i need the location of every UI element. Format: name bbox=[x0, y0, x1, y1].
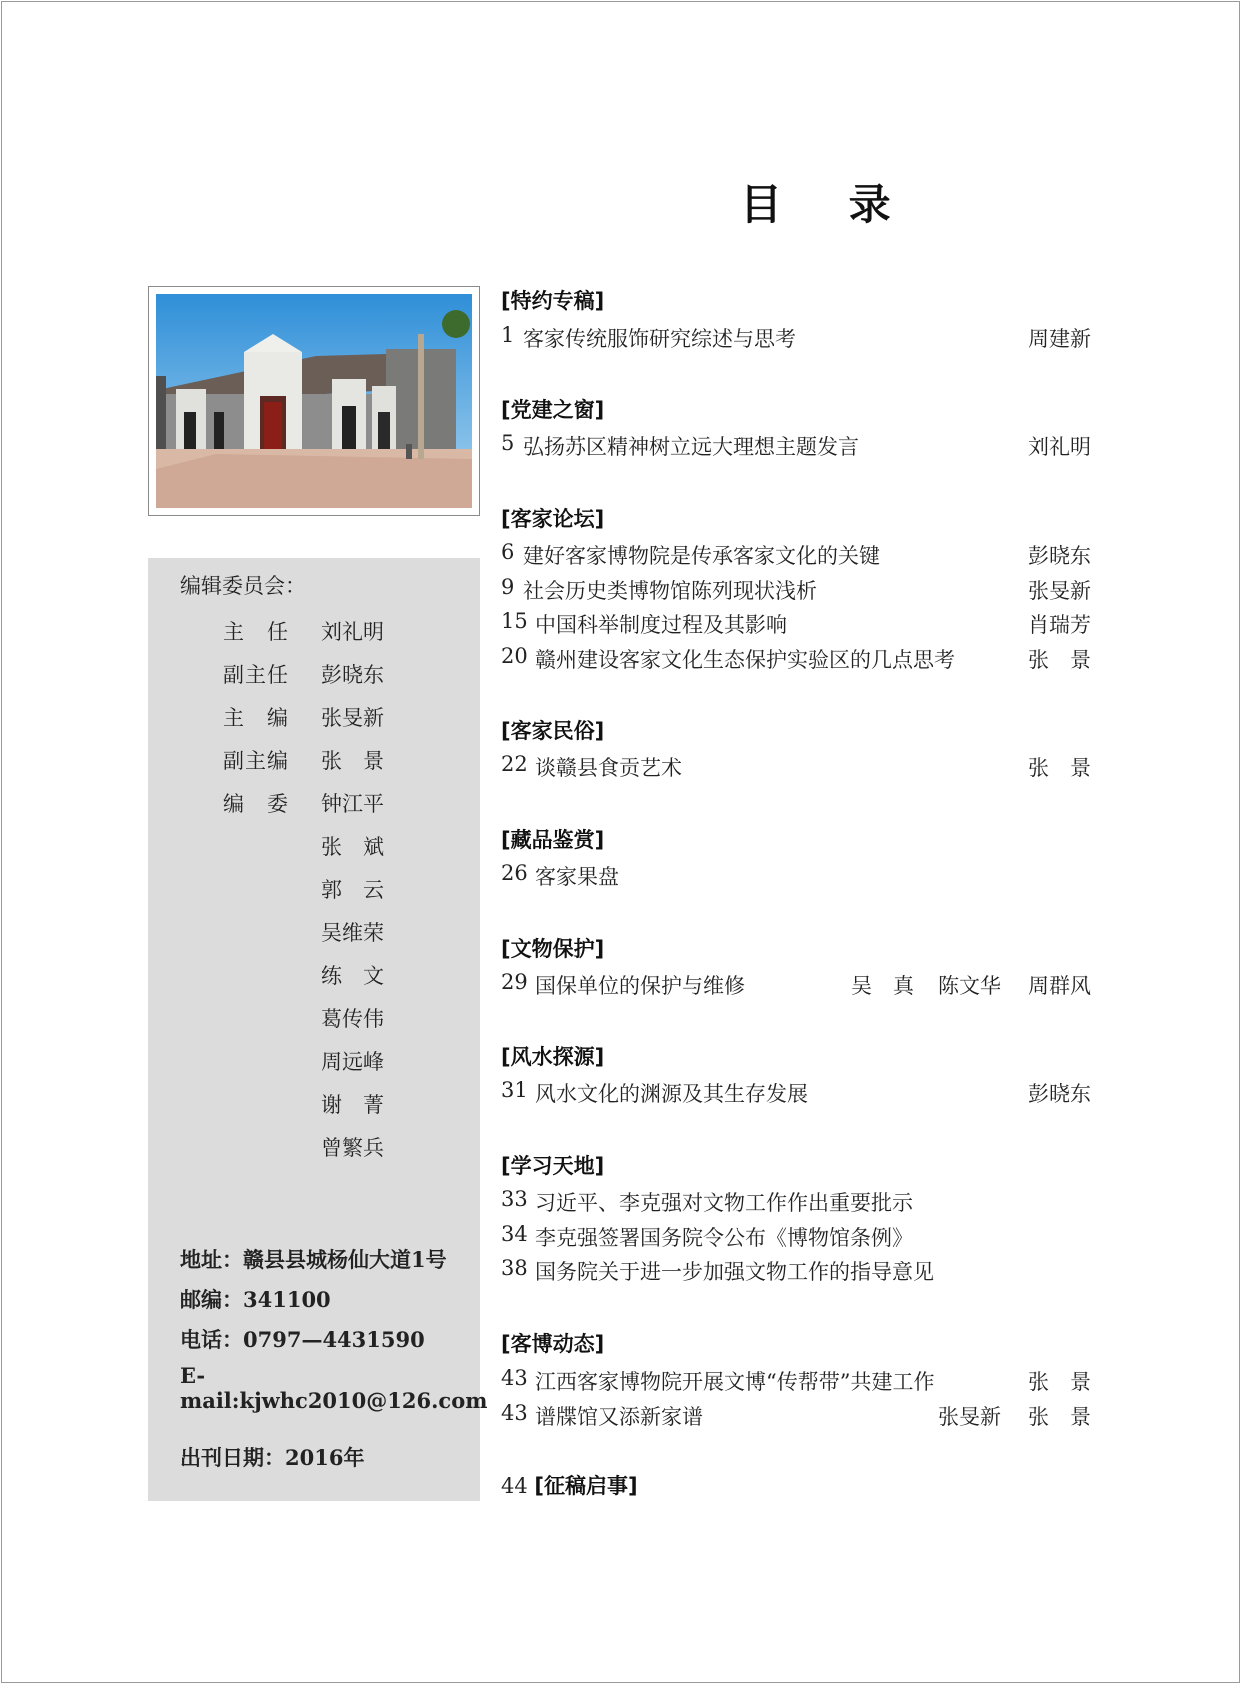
article-author: 张旻新 bbox=[1028, 579, 1091, 603]
article-author: 张 景 bbox=[1028, 1370, 1091, 1394]
article-title: 国保单位的保护与维修 bbox=[535, 974, 745, 998]
section-heading: [客家民俗] bbox=[501, 719, 605, 743]
section-heading: [客博动态] bbox=[501, 1332, 605, 1356]
section-heading: [风水探源] bbox=[501, 1045, 605, 1069]
article-author: 张旻新 bbox=[938, 1405, 1001, 1429]
toc-entry[interactable] bbox=[501, 1222, 1091, 1250]
article-title: 谈赣县食贡艺术 bbox=[535, 756, 682, 780]
member-name: 郭 云 bbox=[321, 878, 384, 902]
section-heading: [征稿启事] bbox=[534, 1474, 638, 1498]
toc-entry[interactable] bbox=[501, 1187, 1091, 1215]
section-heading: [文物保护] bbox=[501, 937, 605, 961]
article-title: 客家传统服饰研究综述与思考 bbox=[523, 327, 796, 351]
toc-entry[interactable] bbox=[501, 431, 1091, 459]
member-name: 吴维荣 bbox=[321, 921, 384, 945]
page-number: 9 bbox=[501, 575, 515, 599]
page-number: 34 bbox=[501, 1222, 528, 1246]
toc-entry[interactable] bbox=[501, 970, 1091, 998]
toc-entry[interactable] bbox=[501, 861, 1091, 889]
photo-frame bbox=[148, 286, 480, 516]
article-title: 风水文化的渊源及其生存发展 bbox=[535, 1082, 808, 1106]
member-name: 钟江平 bbox=[321, 792, 384, 816]
article-title: 弘扬苏区精神树立远大理想主题发言 bbox=[523, 435, 859, 459]
member-name: 谢 菁 bbox=[321, 1093, 384, 1117]
toc-entry[interactable] bbox=[501, 752, 1091, 780]
article-author: 彭晓东 bbox=[1028, 1082, 1091, 1106]
article-title: 建好客家博物院是传承客家文化的关键 bbox=[523, 544, 880, 568]
page-number: 20 bbox=[501, 644, 528, 668]
page-number: 43 bbox=[501, 1366, 528, 1390]
article-title: 国务院关于进一步加强文物工作的指导意见 bbox=[535, 1260, 934, 1284]
contact-phone: 电话：0797—4431590 bbox=[180, 1327, 425, 1352]
article-title: 中国科举制度过程及其影响 bbox=[535, 613, 787, 637]
page-number: 29 bbox=[501, 970, 528, 994]
article-author: 张 景 bbox=[1028, 756, 1091, 780]
editorial-committee-panel bbox=[148, 558, 488, 1501]
page-number: 26 bbox=[501, 861, 528, 885]
article-title: 谱牒馆又添新家谱 bbox=[535, 1405, 703, 1429]
article-author: 彭晓东 bbox=[1028, 544, 1091, 568]
article-author: 张 景 bbox=[1028, 648, 1091, 672]
article-author: 陈文华 bbox=[938, 974, 1001, 998]
contact-address: 地址：赣县县城杨仙大道1号 bbox=[180, 1247, 447, 1272]
member-name: 刘礼明 bbox=[321, 620, 384, 644]
toc-entry[interactable] bbox=[501, 609, 1091, 637]
article-author: 周建新 bbox=[1028, 327, 1091, 351]
member-role: 主 任 bbox=[223, 620, 289, 644]
toc-entry-call-for-papers[interactable] bbox=[501, 1470, 638, 1500]
article-author: 周群风 bbox=[1028, 974, 1091, 998]
section-heading: [藏品鉴赏] bbox=[501, 828, 605, 852]
member-role: 副主任 bbox=[223, 663, 289, 687]
contact-email: E-mail:kjwhc2010@126.com bbox=[180, 1363, 488, 1413]
article-author: 肖瑞芳 bbox=[1028, 613, 1091, 637]
member-name: 葛传伟 bbox=[321, 1007, 384, 1031]
page-number: 6 bbox=[501, 540, 515, 564]
member-role: 编 委 bbox=[223, 792, 289, 816]
toc-entry[interactable] bbox=[501, 1401, 1091, 1429]
toc-entry[interactable] bbox=[501, 540, 1091, 568]
toc-entry[interactable] bbox=[501, 323, 1091, 351]
toc-entry[interactable] bbox=[501, 1078, 1091, 1106]
museum-photo bbox=[156, 294, 472, 508]
article-title: 习近平、李克强对文物工作作出重要批示 bbox=[535, 1191, 913, 1215]
member-name: 彭晓东 bbox=[321, 663, 384, 687]
article-author: 刘礼明 bbox=[1028, 435, 1091, 459]
member-name: 张 斌 bbox=[321, 835, 384, 859]
page-number: 33 bbox=[501, 1187, 528, 1211]
toc-entry[interactable] bbox=[501, 1366, 1091, 1394]
article-title: 赣州建设客家文化生态保护实验区的几点思考 bbox=[535, 648, 955, 672]
article-title: 社会历史类博物馆陈列现状浅析 bbox=[523, 579, 817, 603]
page-number: 22 bbox=[501, 752, 528, 776]
article-title: 李克强签署国务院令公布《博物馆条例》 bbox=[535, 1226, 913, 1250]
member-role: 主 编 bbox=[223, 706, 289, 730]
page-number: 15 bbox=[501, 609, 528, 633]
page-number: 31 bbox=[501, 1078, 528, 1102]
article-title: 客家果盘 bbox=[535, 865, 619, 889]
page-number: 44 bbox=[501, 1474, 528, 1498]
member-name: 周远峰 bbox=[321, 1050, 384, 1074]
page-number: 43 bbox=[501, 1401, 528, 1425]
article-author: 张 景 bbox=[1028, 1405, 1091, 1429]
toc-entry[interactable] bbox=[501, 575, 1091, 603]
page-number: 5 bbox=[501, 431, 515, 455]
section-heading: [客家论坛] bbox=[501, 507, 605, 531]
member-name: 曾繁兵 bbox=[321, 1136, 384, 1160]
toc-entry[interactable] bbox=[501, 644, 1091, 672]
article-author: 吴 真 bbox=[851, 974, 914, 998]
member-role: 副主编 bbox=[223, 749, 289, 773]
toc-entry[interactable] bbox=[501, 1256, 1091, 1284]
page-number: 1 bbox=[501, 323, 515, 347]
committee-heading: 编辑委员会： bbox=[180, 574, 306, 598]
member-name: 练 文 bbox=[321, 964, 384, 988]
contact-postcode: 邮编：341100 bbox=[180, 1287, 331, 1312]
page-number: 38 bbox=[501, 1256, 528, 1280]
section-heading: [学习天地] bbox=[501, 1154, 605, 1178]
page-title: 目 录 bbox=[740, 180, 917, 229]
section-heading: [特约专稿] bbox=[501, 289, 605, 313]
article-title: 江西客家博物院开展文博“传帮带”共建工作 bbox=[535, 1370, 935, 1394]
publish-date: 出刊日期：2016年 bbox=[180, 1445, 365, 1470]
member-name: 张 景 bbox=[321, 749, 384, 773]
member-name: 张旻新 bbox=[321, 706, 384, 730]
section-heading: [党建之窗] bbox=[501, 398, 605, 422]
